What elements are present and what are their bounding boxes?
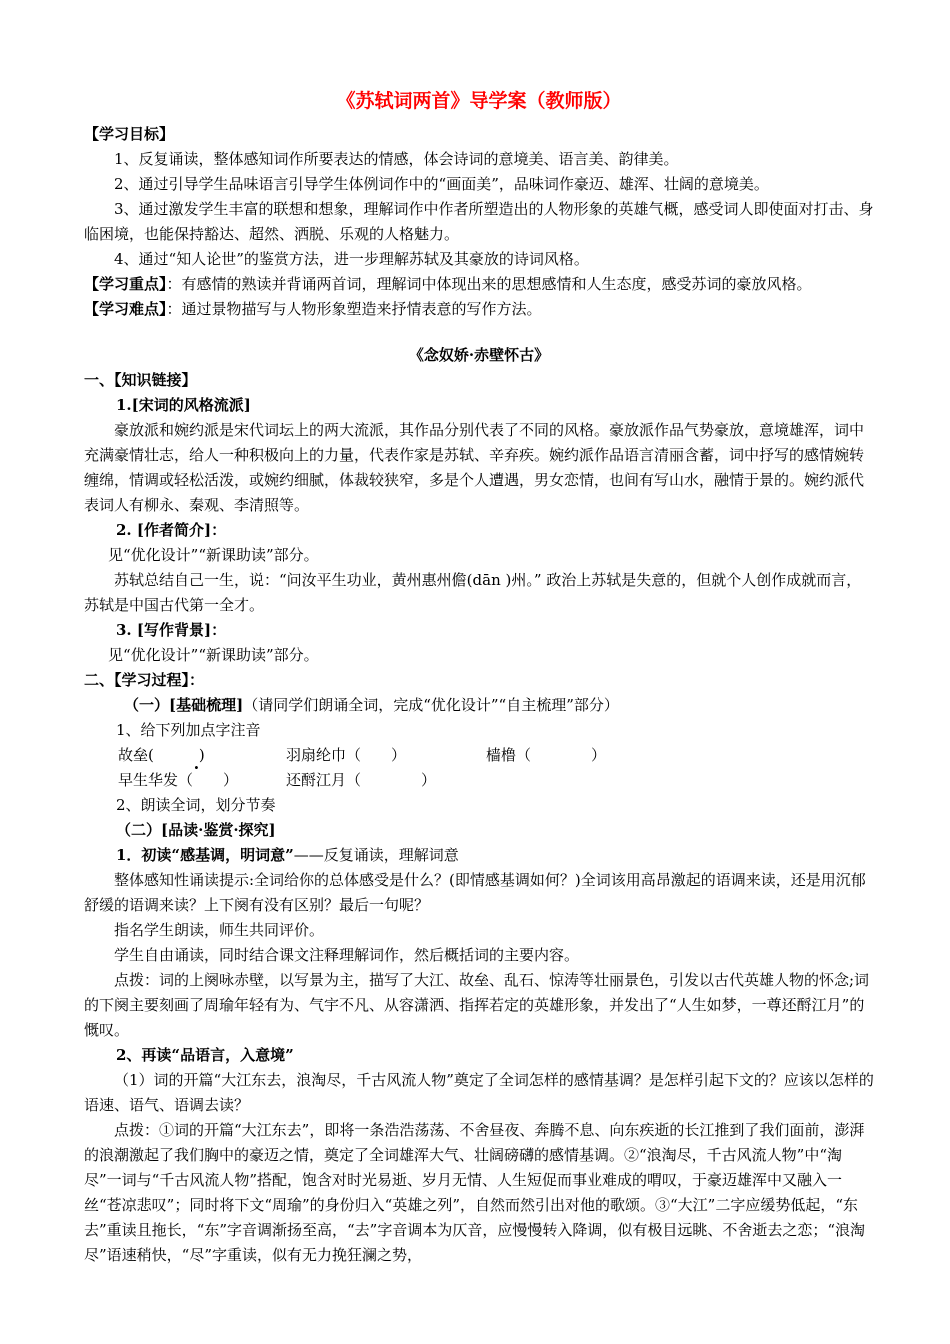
document-title: 《苏轼词两首》导学案（教师版） [336, 90, 622, 112]
part2-heading: 二、【学习过程】： [84, 671, 205, 689]
step1-heading: 1．初读“感基调，明词意” [116, 846, 294, 864]
step2-heading: 2、再读“品语言，入意境” [116, 1046, 294, 1064]
poem-title: 《念奴娇·赤壁怀古》 [408, 346, 550, 364]
basic-review-note: （请同学们朗诵全词，完成“优化设计”“自主梳理”部分） [243, 696, 619, 714]
pinyin-item-leijiang: 还酹江月（ ） [286, 771, 437, 789]
author-heading: 2. [作者简介]： [116, 521, 227, 539]
goal-item-3: 3、通过激发学生丰富的联想和想象，理解词作中作者所塑造出的人物形象的英雄气概，感受词人即使面对打击、身临困境，也能保持豁达、超然、洒脱、乐观的人格魅力。 [84, 200, 874, 243]
ci-style-heading: 1.[宋词的风格流派] [116, 396, 251, 414]
goal-item-4: 4、通过“知人论世”的鉴赏方法，进一步理解苏轼及其豪放的诗词风格。 [114, 250, 589, 268]
difficulty-label: 【学习难点】 [84, 300, 167, 318]
author-ref: 见“优化设计”“新课助读”部分。 [108, 546, 319, 564]
pinyin-row-2 [84, 768, 874, 793]
step1-paragraph-3: 学生自由诵读，同时结合课文注释理解词作，然后概括词的主要内容。 [114, 946, 580, 964]
pinyin-item-guilei: 故垒( ) · [118, 743, 286, 768]
pinyin-item-guanjin: 羽扇纶巾（ ） [286, 746, 407, 764]
basic-review-heading: （一）[基础梳理] [124, 696, 244, 714]
background-ref: 见“优化设计”“新课助读”部分。 [108, 646, 319, 664]
step1-paragraph-4: 点拨：词的上阕咏赤壁，以写景为主，描写了大江、故垒、乱石、惊涛等壮丽景色，引发以古代英雄人物的怀念;词的下阕主要刻画了周瑜年轻有为、气宇不凡、从容潇洒、指挥若定的英雄形象，并发出了“人生如梦，一尊还酹江月”的慨叹。 [84, 971, 870, 1039]
focus-label: 【学习重点】 [84, 275, 167, 293]
step1-sub: ——反复诵读，理解词意 [293, 846, 459, 864]
difficulty-text: ：通过景物描写与人物形象塑造来抒情表意的写作方法。 [166, 300, 542, 318]
reading-task: 2、朗读全词，划分节奏 [116, 796, 276, 814]
pinyin-row-1 [84, 743, 874, 768]
focus-text: ：有感情的熟读并背诵两首词，理解词中体现出来的思想感情和人生态度，感受苏词的豪放风格。 [166, 275, 812, 293]
learning-goals-heading: 【学习目标】 [84, 125, 175, 143]
learning-difficulty [84, 297, 874, 322]
step1-line [84, 843, 874, 868]
step2-question: （1）词的开篇“大江东去，浪淘尽，千古风流人物”奠定了全词怎样的感情基调？是怎样引起下文的？应该以怎样的语速、语气、语调去读？ [84, 1071, 874, 1114]
background-heading: 3. [写作背景]： [116, 621, 227, 639]
pinyin-item-huafa: 早生华发（ ） [118, 771, 239, 789]
step1-paragraph-1: 整体感知性诵读提示:全词给你的总体感受是什么？(即情感基调如何？)全词该用高昂激起的语调来读，还是用沉郁舒缓的语调来读？上下阕有没有区别？最后一句呢？ [84, 871, 866, 914]
step2-paragraph: 点拨：①词的开篇“大江东去”，即将一条浩浩荡荡、不舍昼夜、奔腾不息、向东疾逝的长江推到了我们面前，澎湃的浪潮激起了我们胸中的豪迈之情，奠定了全词雄浑大气、壮阔磅礴的感情基调。②“浪淘尽，千古风流人物”中“淘尽”一词与“千古风流人物”搭配，饱含对时光易逝、岁月无情、人生短促而事业难成的喟叹，于豪迈雄浑中又融入一丝“苍凉悲叹”；同时将下文“周瑜”的身份归入“英雄之列”，自然而然引出对他的歌颂。③“大江”二字应缓势低起，“东去”重读且拖长，“东”字音调渐扬至高，“去”字音调本为仄音，应慢慢转入降调，似有极目远眺、不舍逝去之恋；“浪淘尽”语速稍快，“尽”字重读，似有无力挽狂澜之势， [84, 1121, 866, 1264]
ci-style-text: 豪放派和婉约派是宋代词坛上的两大流派，其作品分别代表了不同的风格。豪放派作品气势豪放，意境雄浑，词中充满豪情壮志，给人一种积极向上的力量，代表作家是苏轼、辛弃疾。婉约派作品语言清丽含蓄，词中抒写的感情婉转缠绵，情调或轻松活泼，或婉约细腻，体裁较狭窄，多是个人遭遇，男女恋情，也间有写山水，融情于景的。婉约派代表词人有柳永、秦观、李清照等。 [84, 421, 865, 514]
basic-review [84, 693, 874, 718]
step1-paragraph-2: 指名学生朗读，师生共同评价。 [114, 921, 325, 939]
pinyin-item-qianglu: 樯橹（ ） [486, 746, 607, 764]
appreciate-heading: （二）[品读·鉴赏·探究] [116, 821, 276, 839]
author-text: 苏轼总结自己一生，说：“问汝平生功业，黄州惠州儋(dān )州。” 政治上苏轼是失意的，但就个人创作成就而言，苏轼是中国古代第一全才。 [84, 571, 862, 614]
learning-focus [84, 272, 874, 297]
pinyin-task: 1、给下列加点字注音 [116, 721, 261, 739]
goal-item-1: 1、反复诵读，整体感知词作所要表达的情感，体会诗词的意境美、语言美、韵律美。 [114, 150, 679, 168]
goal-item-2: 2、通过引导学生品味语言引导学生体例词作中的“画面美”，品味词作豪迈、雄浑、壮阔的意境美。 [114, 175, 769, 193]
document-page [84, 88, 874, 1268]
part1-heading: 一、【知识链接】 [84, 371, 197, 389]
